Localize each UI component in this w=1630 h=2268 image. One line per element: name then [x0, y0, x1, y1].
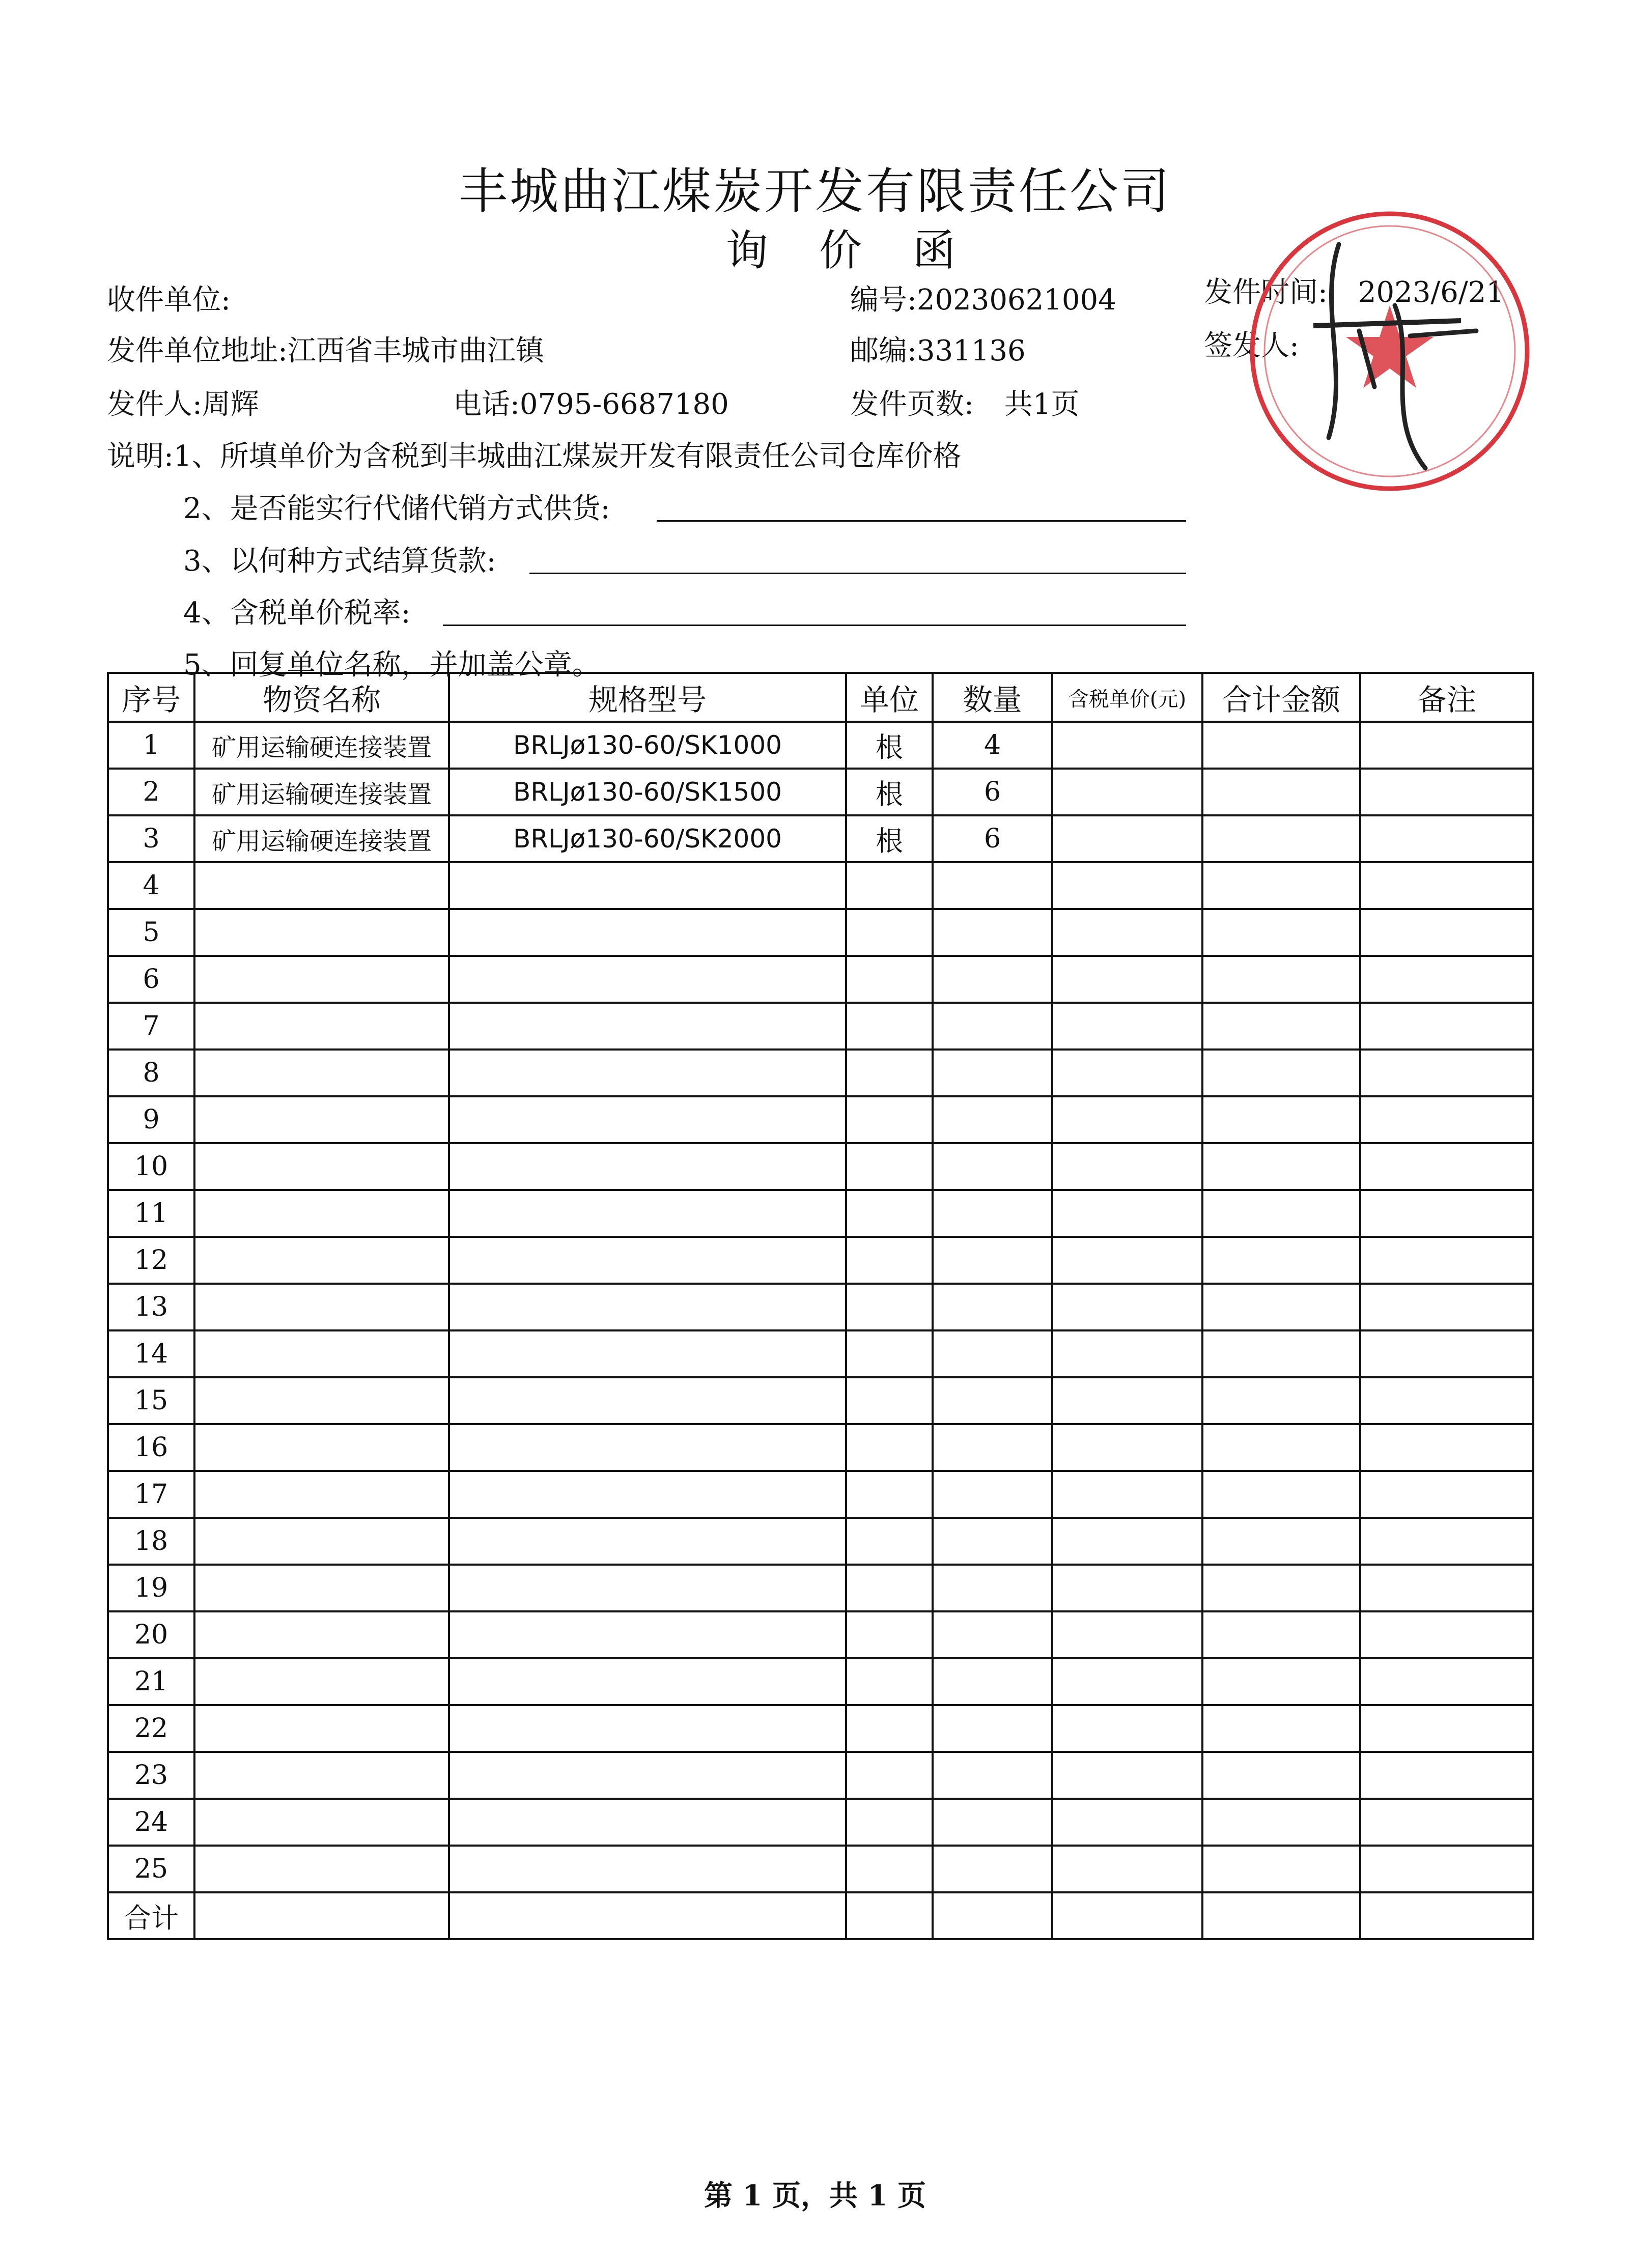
- row-unit-price: [1052, 1658, 1202, 1705]
- row-qty: [933, 1752, 1052, 1799]
- row-spec: [449, 1003, 846, 1050]
- row-spec: [449, 1705, 846, 1752]
- row-unit-price: [1052, 1096, 1202, 1143]
- row-name: [194, 1050, 449, 1096]
- page-footer: 第 1 页，共 1 页: [704, 2179, 926, 2213]
- row-no: 8: [108, 1050, 194, 1096]
- row-spec: [449, 956, 846, 1003]
- total-cell: [1360, 1892, 1533, 1939]
- row-name: [194, 1518, 449, 1565]
- row-remark: [1360, 1330, 1533, 1377]
- row-spec: [449, 1237, 846, 1284]
- row-name: [194, 1377, 449, 1424]
- note-5: 5、回复单位名称，并加盖公章。: [183, 648, 601, 682]
- row-remark: [1360, 1284, 1533, 1330]
- row-no: 19: [108, 1565, 194, 1611]
- number-field: [850, 277, 1116, 318]
- row-name: [194, 1846, 449, 1892]
- row-name: [194, 1237, 449, 1284]
- row-spec: [449, 1096, 846, 1143]
- row-unit: [846, 1190, 933, 1237]
- row-no: 13: [108, 1284, 194, 1330]
- table-row: [108, 956, 1533, 1003]
- row-unit: 根: [846, 815, 933, 862]
- row-qty: 6: [933, 815, 1052, 862]
- row-unit-price: [1052, 1565, 1202, 1611]
- row-total: [1202, 1611, 1360, 1658]
- table-row: [108, 1237, 1533, 1284]
- row-unit: [846, 1471, 933, 1518]
- row-name: 矿用运输硬连接装置: [194, 815, 449, 862]
- row-total: [1202, 909, 1360, 956]
- company-title: 丰城曲江煤炭开发有限责任公司: [459, 163, 1171, 220]
- row-qty: [933, 1471, 1052, 1518]
- note-3-blank-line: [529, 573, 1186, 574]
- row-unit-price: [1052, 862, 1202, 909]
- row-name: [194, 1143, 449, 1190]
- pages-label: 发件页数:: [850, 388, 974, 421]
- row-total: [1202, 1565, 1360, 1611]
- row-spec: [449, 1799, 846, 1846]
- row-qty: [933, 1705, 1052, 1752]
- row-qty: [933, 1237, 1052, 1284]
- row-remark: [1360, 1424, 1533, 1471]
- row-total: [1202, 1096, 1360, 1143]
- seal-signature-stroke: [1313, 321, 1461, 326]
- row-unit-price: [1052, 1143, 1202, 1190]
- row-unit: [846, 1611, 933, 1658]
- row-unit-price: [1052, 1050, 1202, 1096]
- row-unit-price: [1052, 1846, 1202, 1892]
- row-unit: [846, 1846, 933, 1892]
- row-no: 10: [108, 1143, 194, 1190]
- table-row: [108, 1705, 1533, 1752]
- note-3: 3、以何种方式结算货款:: [183, 545, 496, 578]
- row-name: [194, 1752, 449, 1799]
- row-spec: [449, 909, 846, 956]
- inquiry-table: [107, 672, 1534, 1940]
- row-no: 1: [108, 722, 194, 769]
- total-cell: [1052, 1892, 1202, 1939]
- company-seal: [1242, 204, 1537, 499]
- table-row: [108, 1752, 1533, 1799]
- row-unit: [846, 1096, 933, 1143]
- row-total: [1202, 1518, 1360, 1565]
- row-unit: [846, 909, 933, 956]
- row-remark: [1360, 1096, 1533, 1143]
- row-spec: [449, 1377, 846, 1424]
- row-total: [1202, 1799, 1360, 1846]
- row-qty: [933, 1611, 1052, 1658]
- row-total: [1202, 1143, 1360, 1190]
- table-row: [108, 1518, 1533, 1565]
- row-remark: [1360, 769, 1533, 815]
- seal-signature-scribble: [1329, 244, 1476, 468]
- row-remark: [1360, 1799, 1533, 1846]
- pages-value: 共1页: [1004, 388, 1080, 421]
- note-2: 2、是否能实行代储代销方式供货:: [183, 492, 610, 525]
- row-qty: [933, 1518, 1052, 1565]
- row-unit-price: [1052, 1752, 1202, 1799]
- total-cell: [194, 1892, 449, 1939]
- row-remark: [1360, 1518, 1533, 1565]
- recipient-field: [107, 277, 231, 318]
- postcode-label: 邮编:: [850, 334, 917, 367]
- row-qty: [933, 1377, 1052, 1424]
- row-remark: [1360, 1377, 1533, 1424]
- row-unit: [846, 1330, 933, 1377]
- row-unit: [846, 1565, 933, 1611]
- row-remark: [1360, 1471, 1533, 1518]
- row-unit: [846, 956, 933, 1003]
- col-header-unit-price: 含税单价(元): [1052, 673, 1202, 722]
- table-row: [108, 1143, 1533, 1190]
- row-total: [1202, 862, 1360, 909]
- col-header-remark: 备注: [1360, 673, 1533, 722]
- row-no: 18: [108, 1518, 194, 1565]
- row-qty: [933, 1846, 1052, 1892]
- row-no: 16: [108, 1424, 194, 1471]
- row-remark: [1360, 1143, 1533, 1190]
- row-total: [1202, 1003, 1360, 1050]
- table-row: [108, 1424, 1533, 1471]
- total-cell: [933, 1892, 1052, 1939]
- row-remark: [1360, 1611, 1533, 1658]
- notes-prefix: 说明:: [107, 440, 174, 473]
- row-spec: [449, 1752, 846, 1799]
- row-remark: [1360, 1190, 1533, 1237]
- row-spec: [449, 1143, 846, 1190]
- total-cell: [846, 1892, 933, 1939]
- row-qty: [933, 1799, 1052, 1846]
- row-unit: [846, 1752, 933, 1799]
- col-header-total: 合计金额: [1202, 673, 1360, 722]
- row-total: [1202, 1284, 1360, 1330]
- table-row: [108, 1050, 1533, 1096]
- row-spec: [449, 1190, 846, 1237]
- table-row: [108, 1658, 1533, 1705]
- row-unit: [846, 1518, 933, 1565]
- seal-star: [1346, 305, 1434, 388]
- row-spec: [449, 1565, 846, 1611]
- row-unit-price: [1052, 1377, 1202, 1424]
- row-no: 22: [108, 1705, 194, 1752]
- note-4: 4、含税单价税率:: [183, 597, 411, 630]
- sender-label: 发件人:: [107, 388, 202, 421]
- row-unit: [846, 1143, 933, 1190]
- phone-label: 电话:: [453, 388, 520, 421]
- col-header-unit: 单位: [846, 673, 933, 722]
- row-spec: [449, 1424, 846, 1471]
- row-unit-price: [1052, 815, 1202, 862]
- row-spec: BRLJø130-60/SK1000: [449, 722, 846, 769]
- row-name: [194, 1658, 449, 1705]
- row-spec: [449, 1611, 846, 1658]
- row-no: 3: [108, 815, 194, 862]
- phone-value: 0795-6687180: [519, 388, 729, 421]
- row-total: [1202, 1377, 1360, 1424]
- row-no: 25: [108, 1846, 194, 1892]
- number-value: 20230621004: [916, 284, 1116, 317]
- table-row: [108, 1846, 1533, 1892]
- table-row: [108, 1471, 1533, 1518]
- table-row: [108, 1565, 1533, 1611]
- document-title: 询价函: [725, 225, 1006, 275]
- row-qty: [933, 1565, 1052, 1611]
- row-remark: [1360, 815, 1533, 862]
- row-total: [1202, 1658, 1360, 1705]
- table-row: [108, 1003, 1533, 1050]
- row-unit: 根: [846, 769, 933, 815]
- row-spec: [449, 1846, 846, 1892]
- row-qty: [933, 1330, 1052, 1377]
- row-qty: [933, 862, 1052, 909]
- row-unit-price: [1052, 1190, 1202, 1237]
- row-unit-price: [1052, 1471, 1202, 1518]
- row-qty: [933, 1003, 1052, 1050]
- row-remark: [1360, 1003, 1533, 1050]
- row-name: [194, 1565, 449, 1611]
- row-total: [1202, 769, 1360, 815]
- row-spec: [449, 862, 846, 909]
- row-no: 5: [108, 909, 194, 956]
- total-row: [108, 1892, 1533, 1939]
- row-remark: [1360, 909, 1533, 956]
- row-unit: [846, 1377, 933, 1424]
- row-qty: 6: [933, 769, 1052, 815]
- row-qty: [933, 1143, 1052, 1190]
- row-spec: [449, 1284, 846, 1330]
- total-label: 合计: [108, 1892, 194, 1939]
- row-remark: [1360, 1565, 1533, 1611]
- row-total: [1202, 1237, 1360, 1284]
- col-header-spec: 规格型号: [449, 673, 846, 722]
- table-header-row: [108, 673, 1533, 722]
- row-no: 6: [108, 956, 194, 1003]
- row-total: [1202, 1846, 1360, 1892]
- row-unit: [846, 1003, 933, 1050]
- row-no: 2: [108, 769, 194, 815]
- table-row: [108, 815, 1533, 862]
- row-unit: [846, 1424, 933, 1471]
- row-unit-price: [1052, 1237, 1202, 1284]
- row-spec: BRLJø130-60/SK1500: [449, 769, 846, 815]
- row-qty: [933, 1096, 1052, 1143]
- row-unit-price: [1052, 1611, 1202, 1658]
- table-row: [108, 1611, 1533, 1658]
- row-unit-price: [1052, 909, 1202, 956]
- row-unit-price: [1052, 1003, 1202, 1050]
- row-name: [194, 1471, 449, 1518]
- row-name: [194, 1190, 449, 1237]
- row-no: 24: [108, 1799, 194, 1846]
- row-name: [194, 1611, 449, 1658]
- row-unit-price: [1052, 1284, 1202, 1330]
- table-row: [108, 1284, 1533, 1330]
- row-unit-price: [1052, 1424, 1202, 1471]
- table-row: [108, 722, 1533, 769]
- phone-field: [453, 382, 729, 422]
- send-time-label: 发件时间:: [1204, 276, 1328, 309]
- row-remark: [1360, 1752, 1533, 1799]
- row-unit-price: [1052, 1330, 1202, 1377]
- row-spec: [449, 1518, 846, 1565]
- total-cell: [449, 1892, 846, 1939]
- row-unit: [846, 1705, 933, 1752]
- row-total: [1202, 956, 1360, 1003]
- row-spec: [449, 1471, 846, 1518]
- row-no: 14: [108, 1330, 194, 1377]
- row-unit-price: [1052, 1705, 1202, 1752]
- row-remark: [1360, 956, 1533, 1003]
- row-total: [1202, 722, 1360, 769]
- row-name: 矿用运输硬连接装置: [194, 769, 449, 815]
- table-row: [108, 909, 1533, 956]
- row-spec: [449, 1658, 846, 1705]
- row-no: 11: [108, 1190, 194, 1237]
- number-label: 编号:: [850, 284, 917, 317]
- row-unit: [846, 1237, 933, 1284]
- row-name: [194, 1799, 449, 1846]
- row-unit-price: [1052, 769, 1202, 815]
- row-remark: [1360, 1658, 1533, 1705]
- row-unit: [846, 1284, 933, 1330]
- address-field: [107, 328, 544, 369]
- pages-field: [850, 382, 1080, 422]
- row-no: 21: [108, 1658, 194, 1705]
- row-no: 23: [108, 1752, 194, 1799]
- send-time-value: 2023/6/21: [1358, 276, 1505, 309]
- row-name: [194, 1330, 449, 1377]
- row-total: [1202, 1424, 1360, 1471]
- sender-field: [107, 382, 259, 422]
- address-label: 发件单位地址:: [107, 334, 288, 367]
- row-total: [1202, 1190, 1360, 1237]
- row-qty: [933, 1050, 1052, 1096]
- row-name: 矿用运输硬连接装置: [194, 722, 449, 769]
- row-total: [1202, 1330, 1360, 1377]
- col-header-no: 序号: [108, 673, 194, 722]
- row-unit: [846, 1658, 933, 1705]
- row-unit-price: [1052, 956, 1202, 1003]
- row-remark: [1360, 1050, 1533, 1096]
- row-total: [1202, 1050, 1360, 1096]
- row-total: [1202, 1705, 1360, 1752]
- note-1-text: 1、所填单价为含税到丰城曲江煤炭开发有限责任公司仓库价格: [173, 440, 962, 473]
- row-qty: [933, 956, 1052, 1003]
- row-total: [1202, 1752, 1360, 1799]
- row-qty: [933, 1284, 1052, 1330]
- table-row: [108, 1096, 1533, 1143]
- row-name: [194, 1003, 449, 1050]
- row-qty: [933, 1424, 1052, 1471]
- row-name: [194, 1705, 449, 1752]
- row-no: 17: [108, 1471, 194, 1518]
- col-header-name: 物资名称: [194, 673, 449, 722]
- table-row: [108, 1377, 1533, 1424]
- row-remark: [1360, 1705, 1533, 1752]
- row-qty: [933, 1658, 1052, 1705]
- row-name: [194, 1284, 449, 1330]
- note-1: [107, 434, 962, 474]
- row-no: 15: [108, 1377, 194, 1424]
- row-name: [194, 909, 449, 956]
- row-unit: [846, 1050, 933, 1096]
- row-qty: [933, 909, 1052, 956]
- row-remark: [1360, 1846, 1533, 1892]
- row-remark: [1360, 722, 1533, 769]
- row-name: [194, 862, 449, 909]
- row-no: 7: [108, 1003, 194, 1050]
- address-value: 江西省丰城市曲江镇: [287, 334, 544, 367]
- row-no: 20: [108, 1611, 194, 1658]
- row-unit-price: [1052, 1518, 1202, 1565]
- table-row: [108, 769, 1533, 815]
- row-spec: [449, 1050, 846, 1096]
- row-total: [1202, 815, 1360, 862]
- row-unit-price: [1052, 1799, 1202, 1846]
- col-header-qty: 数量: [933, 673, 1052, 722]
- recipient-label: 收件单位:: [107, 284, 231, 317]
- row-unit: [846, 862, 933, 909]
- row-name: [194, 956, 449, 1003]
- row-name: [194, 1096, 449, 1143]
- row-remark: [1360, 862, 1533, 909]
- row-unit: 根: [846, 722, 933, 769]
- row-qty: 4: [933, 722, 1052, 769]
- row-qty: [933, 1190, 1052, 1237]
- table-row: [108, 1330, 1533, 1377]
- row-name: [194, 1424, 449, 1471]
- row-no: 4: [108, 862, 194, 909]
- sender-value: 周辉: [202, 388, 259, 421]
- postcode-field: [850, 328, 1026, 369]
- row-no: 9: [108, 1096, 194, 1143]
- row-remark: [1360, 1237, 1533, 1284]
- row-unit: [846, 1799, 933, 1846]
- note-4-blank-line: [443, 625, 1186, 626]
- table-row: [108, 862, 1533, 909]
- signer-label: 签发人:: [1204, 329, 1299, 362]
- table-row: [108, 1190, 1533, 1237]
- postcode-value: 331136: [916, 334, 1026, 367]
- row-spec: [449, 1330, 846, 1377]
- row-spec: BRLJø130-60/SK2000: [449, 815, 846, 862]
- row-unit-price: [1052, 722, 1202, 769]
- row-total: [1202, 1471, 1360, 1518]
- total-cell: [1202, 1892, 1360, 1939]
- row-no: 12: [108, 1237, 194, 1284]
- note-2-blank-line: [657, 520, 1186, 522]
- table-row: [108, 1799, 1533, 1846]
